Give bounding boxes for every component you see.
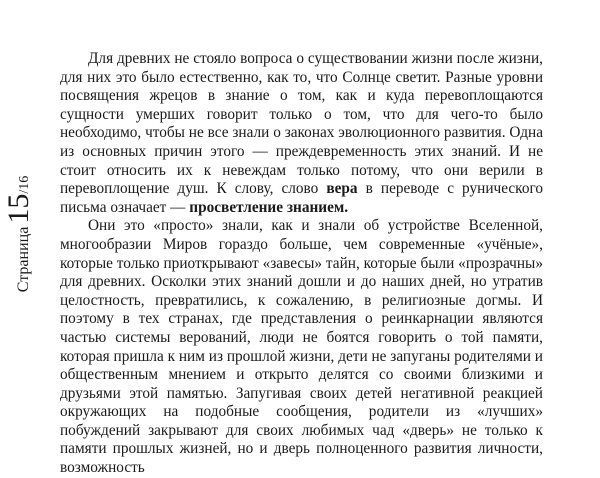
- paragraph: [60, 217, 543, 477]
- bold-phrase: просветление знанием.: [189, 198, 349, 216]
- paragraph-text: Для древних не стояло вопроса о существовании жизни после жизни, для них это было естественно, как то, что Солнце светит. Разные уровни посвящения жрецов в знание о том, как и куда перевоплощаются сущности умерших говорит только о том, что для чего-то было необходимо, чтобы не все знали о законах эволюционного развития. Одна из основных причин этого — преждевременность этих знаний. И не стоит относить их к невеждам только потому, что они верили в перевоплощение душ. К слову, слово: [60, 50, 543, 198]
- paragraph-text: Они это «просто» знали, как и знали об устройстве Вселенной, многообразии Миров гораздо больше, чем современные «учёные», которые только приоткрывают «завесы» тайн, которые были «прозрачны» для древних. Осколки этих знаний дошли и до наших дней, но утратив целостность, превратились, к сожалению, в религиозные догмы. И поэтому в тех странах, где представления о реинкарнации являются частью системы верований, люди не боятся говорить о той памяти, которая пришла к ним из прошлой жизни, дети не запуганы родителями и общественным мнением и открыто делятся со своими близкими и друзьями этой памятью. Запугивая своих детей негативной реакцией окружающих на подобные сообщения, родители из «лучших» побуждений закрывают для своих любимых чад «дверь» не только к памяти прошлых жизней, но и дверь полноценного развития личности, возможность: [60, 217, 543, 477]
- page-number-label: [4, 159, 40, 309]
- bold-word: вера: [326, 180, 358, 198]
- page-current-number: 15: [2, 193, 35, 224]
- paragraph: [60, 50, 543, 217]
- page-total-number: /16: [17, 175, 32, 194]
- page-word: Страница: [15, 226, 32, 293]
- body-text: [60, 50, 543, 478]
- paragraph-text: в переводе с рунического письма означает —: [60, 180, 544, 216]
